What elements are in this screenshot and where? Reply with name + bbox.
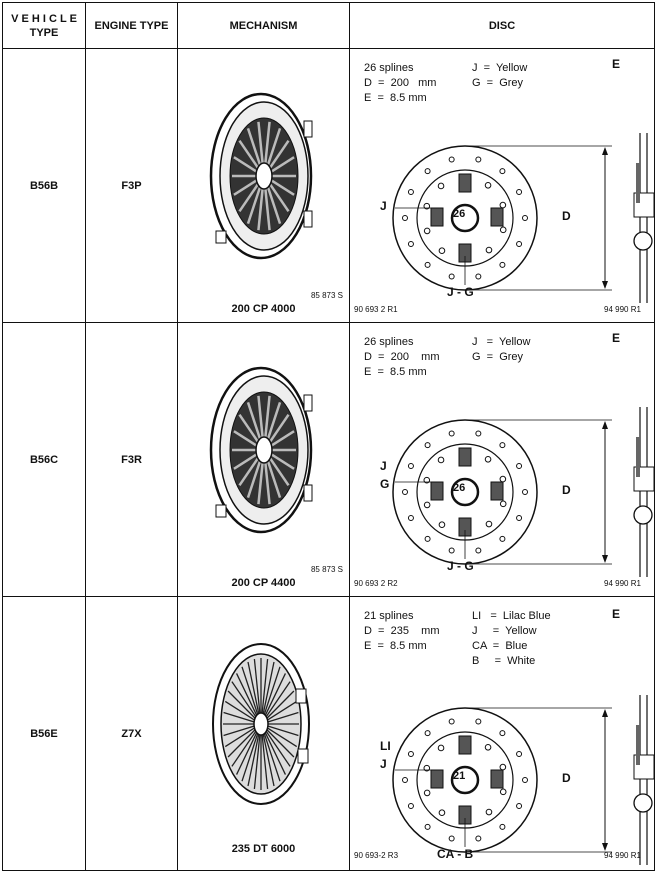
side-view-ref: 94 990 R1 bbox=[604, 851, 641, 860]
spec-right: J = Yellow bbox=[472, 625, 537, 637]
clutch-mechanism-image bbox=[206, 629, 316, 819]
spec-right: CA = Blue bbox=[472, 640, 528, 652]
spec-line bbox=[364, 639, 551, 654]
spec-left bbox=[364, 654, 472, 669]
header-disc: DISC bbox=[350, 3, 655, 49]
header-vehicle-type: V E H I C L E TYPE bbox=[3, 3, 86, 49]
thickness-label: E bbox=[612, 607, 621, 621]
disc-diagram bbox=[350, 695, 650, 865]
hub-number: 26 bbox=[453, 482, 466, 494]
disc-diagram bbox=[350, 407, 650, 577]
table-row bbox=[3, 323, 655, 597]
spec-line bbox=[364, 76, 527, 91]
disc-spec bbox=[364, 609, 551, 669]
spec-left: D = 235 mm bbox=[364, 625, 440, 637]
disc-cell bbox=[350, 597, 655, 871]
disc-ref: 90 693 2 R2 bbox=[354, 579, 398, 588]
mechanism-name: 200 CP 4000 bbox=[231, 303, 296, 315]
spec-line bbox=[364, 350, 530, 365]
spec-left: 26 splines bbox=[364, 336, 414, 348]
spec-left: 21 splines bbox=[364, 610, 414, 622]
spec-line bbox=[364, 335, 530, 350]
mechanism-ref: 85 873 S bbox=[310, 565, 343, 574]
header-row bbox=[3, 3, 655, 49]
engine-type-cell bbox=[86, 597, 178, 871]
hub-number: 21 bbox=[453, 770, 466, 782]
clutch-table bbox=[2, 2, 655, 871]
disc-cell bbox=[350, 49, 655, 323]
disc-ref: 90 693-2 R3 bbox=[354, 851, 399, 860]
vehicle-type: B56B bbox=[29, 179, 59, 192]
spec-left: 26 splines bbox=[364, 62, 414, 74]
spec-line bbox=[364, 91, 527, 106]
spec-right: J = Yellow bbox=[472, 336, 531, 348]
mechanism-cell bbox=[178, 323, 350, 597]
clutch-mechanism-image bbox=[206, 81, 316, 271]
diameter-label: D bbox=[562, 771, 571, 785]
hub-number: 26 bbox=[453, 208, 466, 220]
engine-type: F3P bbox=[121, 179, 142, 192]
mechanism-cell bbox=[178, 597, 350, 871]
mechanism-cell bbox=[178, 49, 350, 323]
diameter-label: D bbox=[562, 483, 571, 497]
disc-bottom-label: J - G bbox=[447, 559, 474, 573]
engine-type: Z7X bbox=[121, 727, 142, 740]
spec-left: E = 8.5 mm bbox=[364, 640, 427, 652]
vehicle-type: B56C bbox=[29, 453, 59, 466]
diameter-label: D bbox=[562, 209, 571, 223]
disc-label-1: J bbox=[380, 459, 387, 473]
side-view-ref: 94 990 R1 bbox=[604, 579, 641, 588]
mechanism-name: 200 CP 4400 bbox=[231, 577, 296, 589]
spec-right: G = Grey bbox=[472, 351, 524, 363]
spec-left: E = 8.5 mm bbox=[364, 366, 427, 378]
disc-bottom-label: CA - B bbox=[437, 847, 474, 861]
disc-spec bbox=[364, 335, 530, 380]
engine-type: F3R bbox=[121, 453, 142, 466]
side-view-ref: 94 990 R1 bbox=[604, 305, 641, 314]
table-row bbox=[3, 49, 655, 323]
spec-line bbox=[364, 365, 530, 380]
vehicle-type-cell bbox=[3, 597, 86, 871]
spec-right: J = Yellow bbox=[472, 62, 528, 74]
spec-line bbox=[364, 609, 551, 624]
disc-label-2: G bbox=[380, 477, 390, 491]
spec-line bbox=[364, 61, 527, 76]
spec-line bbox=[364, 624, 551, 639]
engine-type-cell bbox=[86, 323, 178, 597]
header-mechanism: MECHANISM bbox=[178, 3, 350, 49]
disc-label-2: J bbox=[380, 757, 387, 771]
spec-line bbox=[364, 654, 551, 669]
thickness-label: E bbox=[612, 57, 621, 71]
disc-cell bbox=[350, 323, 655, 597]
mechanism-name: 235 DT 6000 bbox=[231, 843, 296, 855]
disc-ref: 90 693 2 R1 bbox=[354, 305, 398, 314]
spec-left: D = 200 mm bbox=[364, 351, 440, 363]
spec-right: LI = Lilac Blue bbox=[472, 610, 551, 622]
table-row bbox=[3, 597, 655, 871]
spec-right: B = White bbox=[472, 655, 536, 667]
disc-diagram bbox=[350, 133, 650, 303]
spec-right: G = Grey bbox=[472, 77, 524, 89]
vehicle-type-cell bbox=[3, 49, 86, 323]
disc-bottom-label: J - G bbox=[447, 285, 474, 299]
engine-type-cell bbox=[86, 49, 178, 323]
disc-label-1: LI bbox=[380, 739, 391, 753]
disc-spec bbox=[364, 61, 527, 106]
thickness-label: E bbox=[612, 331, 621, 345]
disc-label-1: J bbox=[380, 199, 387, 213]
mechanism-ref: 85 873 S bbox=[310, 291, 343, 300]
clutch-mechanism-image bbox=[206, 355, 316, 545]
spec-left: D = 200 mm bbox=[364, 77, 437, 89]
vehicle-type: B56E bbox=[30, 727, 58, 740]
vehicle-type-cell bbox=[3, 323, 86, 597]
header-engine-type: ENGINE TYPE bbox=[86, 3, 178, 49]
spec-left: E = 8.5 mm bbox=[364, 92, 427, 104]
